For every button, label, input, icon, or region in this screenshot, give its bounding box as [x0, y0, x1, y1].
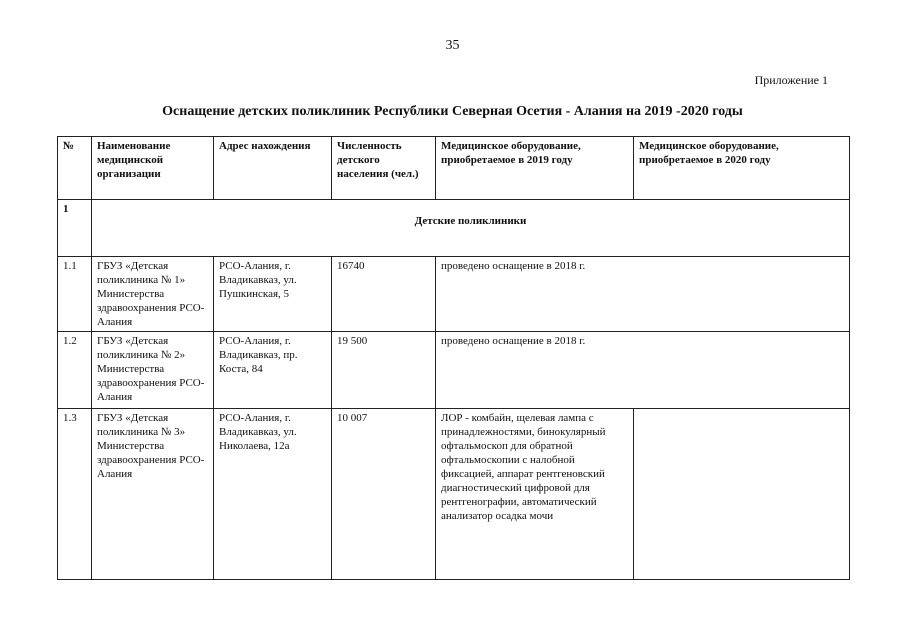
row-organization: ГБУЗ «Детская поликлиника № 3» Министерства здравоохранения РСО- Алания: [92, 409, 214, 580]
table-row: [58, 257, 850, 332]
row-address: РСО-Алания, г. Владикавказ, ул. Пушкинская, 5: [214, 257, 332, 332]
row-number: 1.3: [58, 409, 92, 580]
row-organization: ГБУЗ «Детская поликлиника № 1» Министерства здравоохранения РСО- Алания: [92, 257, 214, 332]
row-address: РСО-Алания, г. Владикавказ, ул. Николаева, 12а: [214, 409, 332, 580]
row-population: 16740: [332, 257, 436, 332]
header-equipment-2019: Медицинское оборудование, приобретаемое в 2019 году: [436, 137, 634, 200]
row-equipment: проведено оснащение в 2018 г.: [436, 257, 850, 332]
section-number: 1: [58, 200, 92, 257]
header-num: №: [58, 137, 92, 200]
header-equipment-2020: Медицинское оборудование, приобретаемое в 2020 году: [634, 137, 850, 200]
section-row: [58, 200, 850, 257]
header-organization: Наименование медицинской организации: [92, 137, 214, 200]
row-address: РСО-Алания, г. Владикавказ, пр. Коста, 84: [214, 332, 332, 409]
row-equipment-2020: [634, 409, 850, 580]
table-row: [58, 409, 850, 580]
row-population: 19 500: [332, 332, 436, 409]
row-number: 1.1: [58, 257, 92, 332]
row-number: 1.2: [58, 332, 92, 409]
row-organization: ГБУЗ «Детская поликлиника № 2» Министерства здравоохранения РСО- Алания: [92, 332, 214, 409]
document-title: Оснащение детских поликлиник Республики Северная Осетия - Алания на 2019 -2020 годы: [162, 104, 743, 119]
row-population: 10 007: [332, 409, 436, 580]
row-equipment-2019: ЛОР - комбайн, щелевая лампа с принадлежностями, бинокулярный офтальмоскоп для обратной офтальмоскопии с налобной фиксацией, аппарат рентгеновский диагностический цифровой для рентгенографии, автоматический анализатор осадка мочи: [436, 409, 634, 580]
table-header-row: [58, 137, 850, 200]
page-number: 35: [445, 38, 460, 53]
table-row: [58, 332, 850, 409]
equipment-table: [57, 136, 850, 580]
header-address: Адрес нахождения: [214, 137, 332, 200]
row-equipment: проведено оснащение в 2018 г.: [436, 332, 850, 409]
header-population: Численность детского населения (чел.): [332, 137, 436, 200]
section-title: Детские поликлиники: [92, 200, 850, 257]
appendix-label: Приложение 1: [754, 73, 828, 87]
